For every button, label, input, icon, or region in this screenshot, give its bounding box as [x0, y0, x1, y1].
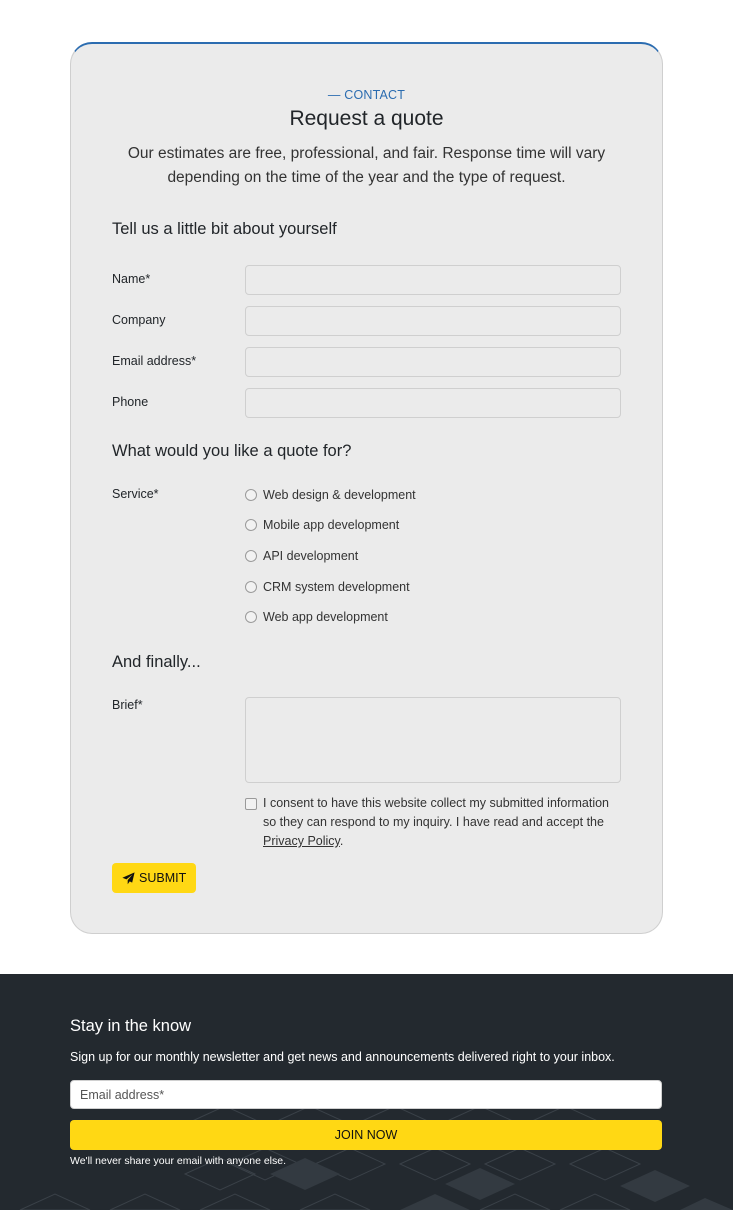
- service-option-api[interactable]: [245, 547, 358, 565]
- consent-text-body: I consent to have this website collect my submitted information so they can respond to my inquiry. I have read and accept the: [263, 796, 609, 829]
- contact-eyebrow: — CONTACT: [327, 88, 406, 102]
- service-option-label: CRM system development: [263, 580, 410, 594]
- service-option-label: Web design & development: [263, 488, 416, 502]
- phone-label: Phone: [112, 395, 149, 409]
- email-input[interactable]: [245, 347, 621, 377]
- radio-button[interactable]: [245, 550, 257, 562]
- radio-button[interactable]: [245, 581, 257, 593]
- submit-button-label: SUBMIT: [139, 871, 187, 885]
- consent-text-end: .: [339, 834, 344, 848]
- service-option-web-design[interactable]: [245, 486, 416, 504]
- page-description: Our estimates are free, professional, and fair. Response time will vary depending on the time of the year and the type of request.: [127, 145, 606, 186]
- newsletter-email-input[interactable]: [70, 1080, 662, 1109]
- join-now-button[interactable]: JOIN NOW: [70, 1120, 662, 1150]
- paper-plane-icon: [122, 872, 135, 885]
- privacy-note: We'll never share your email with anyone else.: [70, 1155, 286, 1167]
- service-option-crm[interactable]: [245, 578, 410, 596]
- newsletter-description: Sign up for our monthly newsletter and get news and announcements delivered right to your inbox.: [70, 1050, 615, 1064]
- brief-label: Brief*: [112, 698, 143, 712]
- radio-button[interactable]: [245, 489, 257, 501]
- section-title-finally: And finally...: [112, 653, 201, 671]
- consent-checkbox[interactable]: [245, 798, 257, 810]
- brief-textarea[interactable]: [245, 697, 621, 783]
- newsletter-footer: [0, 974, 733, 1210]
- company-label: Company: [112, 313, 166, 327]
- service-option-label: Web app development: [263, 610, 388, 624]
- service-option-mobile-app[interactable]: [245, 516, 399, 534]
- name-input[interactable]: [245, 265, 621, 295]
- company-input[interactable]: [245, 306, 621, 336]
- service-label: Service*: [112, 487, 159, 501]
- name-label: Name*: [112, 272, 151, 286]
- service-option-label: Mobile app development: [263, 518, 400, 532]
- page-title: Request a quote: [289, 107, 444, 130]
- phone-input[interactable]: [245, 388, 621, 418]
- privacy-policy-link[interactable]: Privacy Policy: [263, 834, 340, 848]
- email-label: Email address*: [112, 354, 197, 368]
- section-title-quote: What would you like a quote for?: [112, 442, 352, 460]
- radio-button[interactable]: [245, 611, 257, 623]
- consent-text: [263, 794, 623, 851]
- submit-button[interactable]: [112, 863, 196, 893]
- newsletter-title: Stay in the know: [70, 1017, 192, 1035]
- quote-form-card: [70, 42, 663, 934]
- service-option-web-app[interactable]: [245, 608, 388, 626]
- radio-button[interactable]: [245, 519, 257, 531]
- service-option-label: API development: [263, 549, 359, 563]
- section-title-about: Tell us a little bit about yourself: [112, 220, 337, 238]
